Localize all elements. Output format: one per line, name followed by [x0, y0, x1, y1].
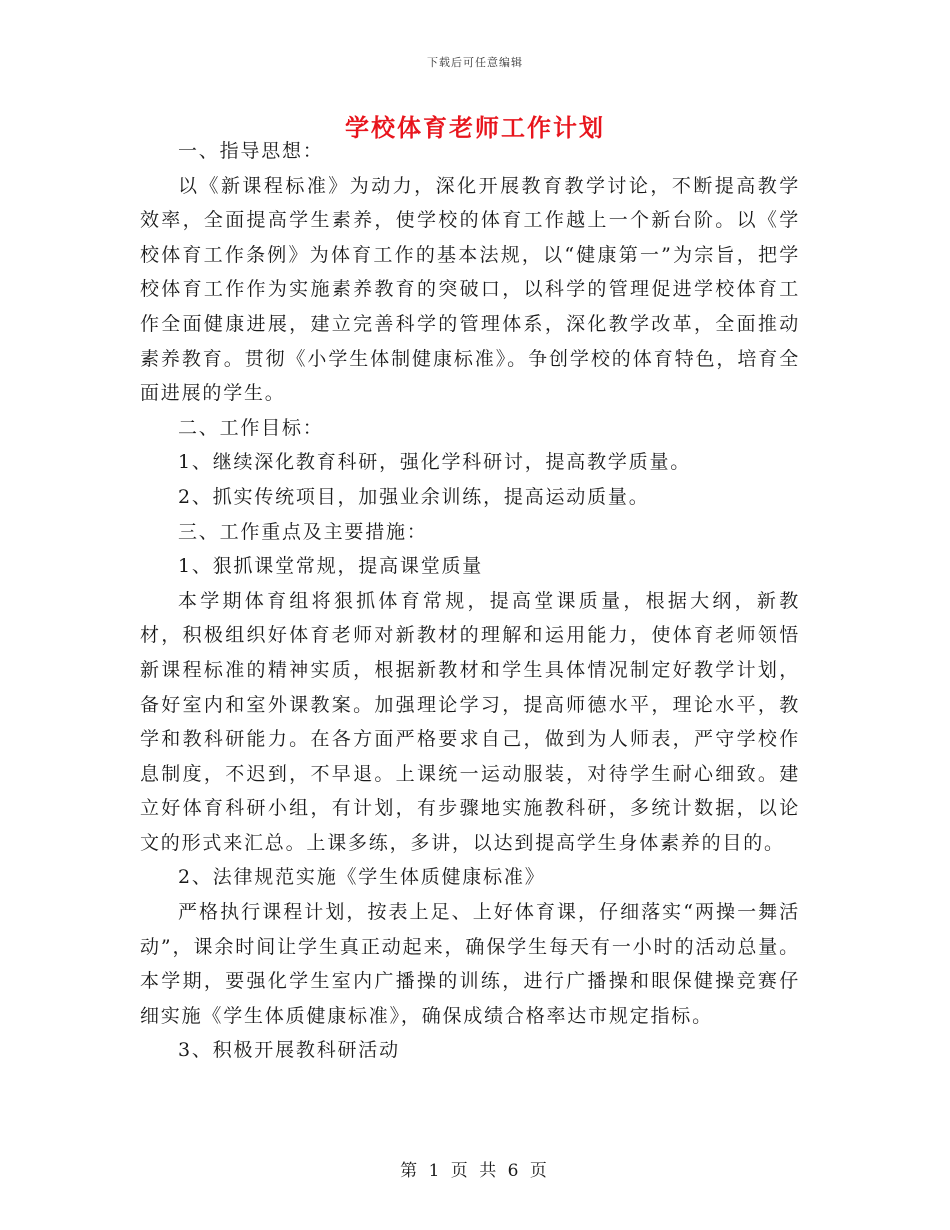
document-title: 学校体育老师工作计划 [345, 113, 605, 142]
section-heading-work-goals: 二、工作目标： [178, 416, 324, 439]
document-body [140, 134, 800, 1068]
measure-heading-3: 3、积极开展教科研活动 [178, 1039, 400, 1062]
measure-heading-2: 2、法律规范实施《学生体质健康标准》 [178, 866, 546, 889]
section-heading-key-measures: 三、工作重点及主要措施： [178, 520, 428, 543]
measure-heading-1: 1、狠抓课堂常规，提高课堂质量 [178, 555, 484, 578]
header-note: 下载后可任意编辑 [427, 56, 523, 69]
goal-item-1: 1、继续深化教育科研，强化学科研讨，提高教学质量。 [178, 451, 692, 474]
page-number: 第 1 页 共 6 页 [400, 1161, 550, 1181]
paragraph-measure-2: 严格执行课程计划，按表上足、上好体育课，仔细落实“两操一舞活动”，课余时间让学生真正动起来，确保学生每天有一小时的活动总量。本学期，要强化学生室内广播操的训练，进行广播操和眼保健操竞赛仔细实施《学生体质健康标准》，确保成绩合格率达市规定指标。 [140, 901, 800, 1027]
goal-item-2: 2、抓实传统项目，加强业余训练，提高运动质量。 [178, 485, 650, 508]
section-heading-guiding-ideology: 一、指导思想： [178, 140, 324, 162]
paragraph-measure-1: 本学期体育组将狠抓体育常规，提高堂课质量，根据大纲，新教材，积极组织好体育老师对新教材的理解和运用能力，使体育老师领悟新课程标准的精神实质，根据新教材和学生具体情况制定好教学计划，备好室内和室外课教案。加强理论学习，提高师德水平，理论水平，教学和教科研能力。在各方面严格要求自己，做到为人师表，严守学校作息制度，不迟到，不早退。上课统一运动服装，对待学生耐心细致。建立好体育科研小组，有计划，有步骤地实施教科研，多统计数据，以论文的形式来汇总。上课多练，多讲，以达到提高学生身体素养的目的。 [140, 589, 800, 854]
paragraph-guiding-ideology: 以《新课程标准》为动力，深化开展教育教学讨论，不断提高教学效率，全面提高学生素养，使学校的体育工作越上一个新台阶。以《学校体育工作条例》为体育工作的基本法规，以“健康第一”为宗旨，把学校体育工作作为实施素养教育的突破口，以科学的管理促进学校体育工作全面健康进展，建立完善科学的管理体系，深化教学改革，全面推动素养教育。贯彻《小学生体制健康标准》。争创学校的体育特色，培育全面进展的学生。 [140, 174, 800, 405]
